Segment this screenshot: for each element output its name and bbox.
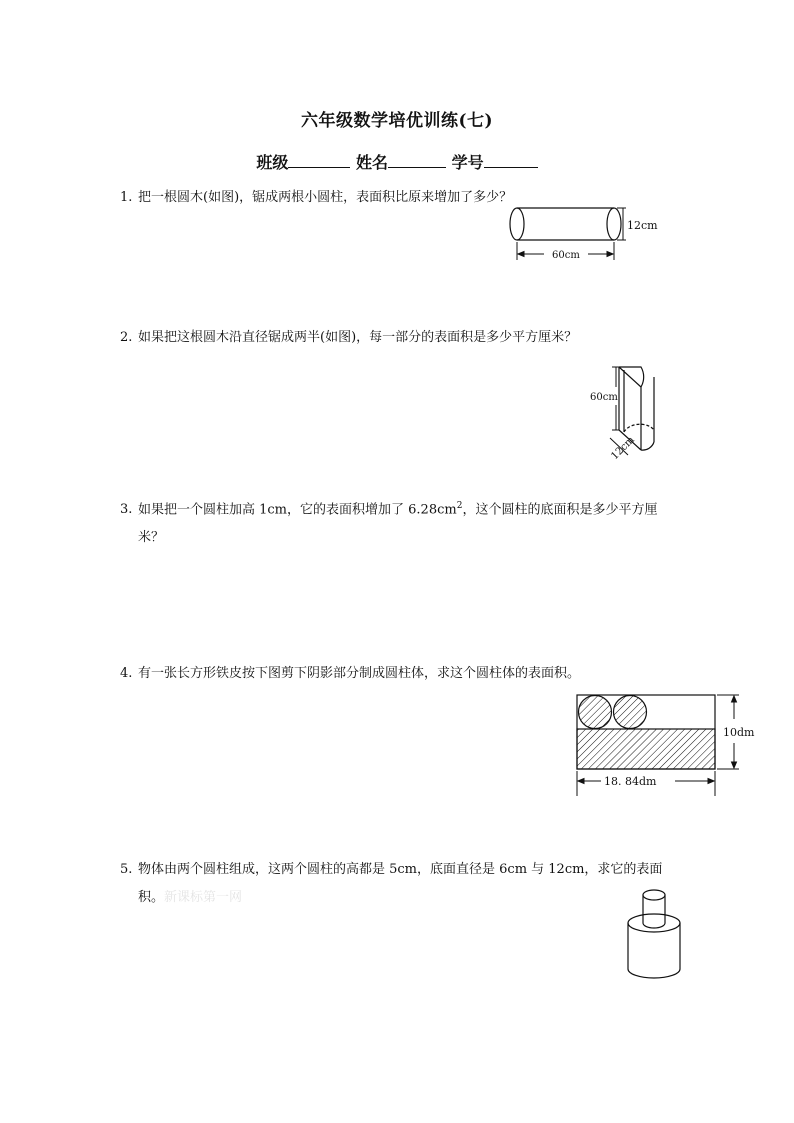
question-3	[120, 492, 657, 552]
stacked-cylinders	[628, 890, 680, 978]
student-id-blank[interactable]	[484, 153, 538, 168]
question-number: 2.	[120, 330, 133, 345]
question-number: 1.	[120, 190, 133, 205]
shaded-lateral-surface	[577, 729, 715, 769]
name-blank[interactable]	[388, 153, 446, 168]
question-number: 4.	[120, 666, 133, 681]
iron-sheet-figure	[573, 692, 763, 802]
student-info-line	[0, 150, 794, 173]
question-5	[120, 856, 662, 912]
question-text-part-1: 物体由两个圆柱组成，这两个圆柱的高都是 5cm，底面直径是 6cm 与 12cm，求它的表面	[138, 862, 663, 877]
question-text-part-1: 如果把一个圆柱加高 1cm，它的表面积增加了 6.28cm	[138, 502, 457, 518]
question-4	[120, 660, 580, 688]
question-text-part-2: ，这个圆柱的底面积是多少平方厘	[462, 502, 658, 518]
diameter-label: 12cm	[627, 219, 658, 232]
shaded-base-circle-1	[579, 696, 612, 729]
class-blank[interactable]	[288, 153, 350, 168]
length-label: 60cm	[552, 250, 580, 261]
student-id-label: 学号	[451, 153, 484, 172]
question-1	[120, 184, 512, 212]
question-2	[120, 324, 577, 352]
cylinder-body	[510, 208, 621, 240]
question-text: 有一张长方形铁皮按下图剪下阴影部分制成圆柱体，求这个圆柱体的表面积。	[138, 666, 581, 681]
diameter-label: 12cm	[609, 434, 637, 463]
height-label: 60cm	[590, 392, 618, 403]
question-number: 3.	[120, 502, 133, 518]
stacked-cylinders-figure	[624, 884, 694, 984]
question-text-part-2: 积。	[138, 890, 165, 905]
question-text: 如果把这根圆木沿直径锯成两半(如图)，每一部分的表面积是多少平方厘米？	[138, 330, 578, 345]
name-label: 姓名	[355, 153, 388, 172]
shaded-base-circle-2	[614, 696, 647, 729]
question-text: 把一根圆木(如图)，锯成两根小圆柱，表面积比原来增加了多少？	[138, 190, 513, 205]
class-label: 班级	[256, 153, 289, 172]
height-label: 10dm	[723, 726, 755, 739]
width-label: 18. 84dm	[604, 775, 657, 788]
half-cylinder-body	[619, 367, 654, 450]
question-text-part-3: 米？	[138, 530, 165, 546]
page-title: 六年级数学培优训练(七)	[300, 111, 494, 131]
watermark: 新课标第一网	[164, 890, 243, 905]
log-cylinder-figure	[506, 204, 666, 264]
area-unit-exponent: 2	[456, 501, 463, 511]
half-cylinder-figure	[588, 358, 668, 468]
question-number: 5.	[120, 862, 133, 877]
